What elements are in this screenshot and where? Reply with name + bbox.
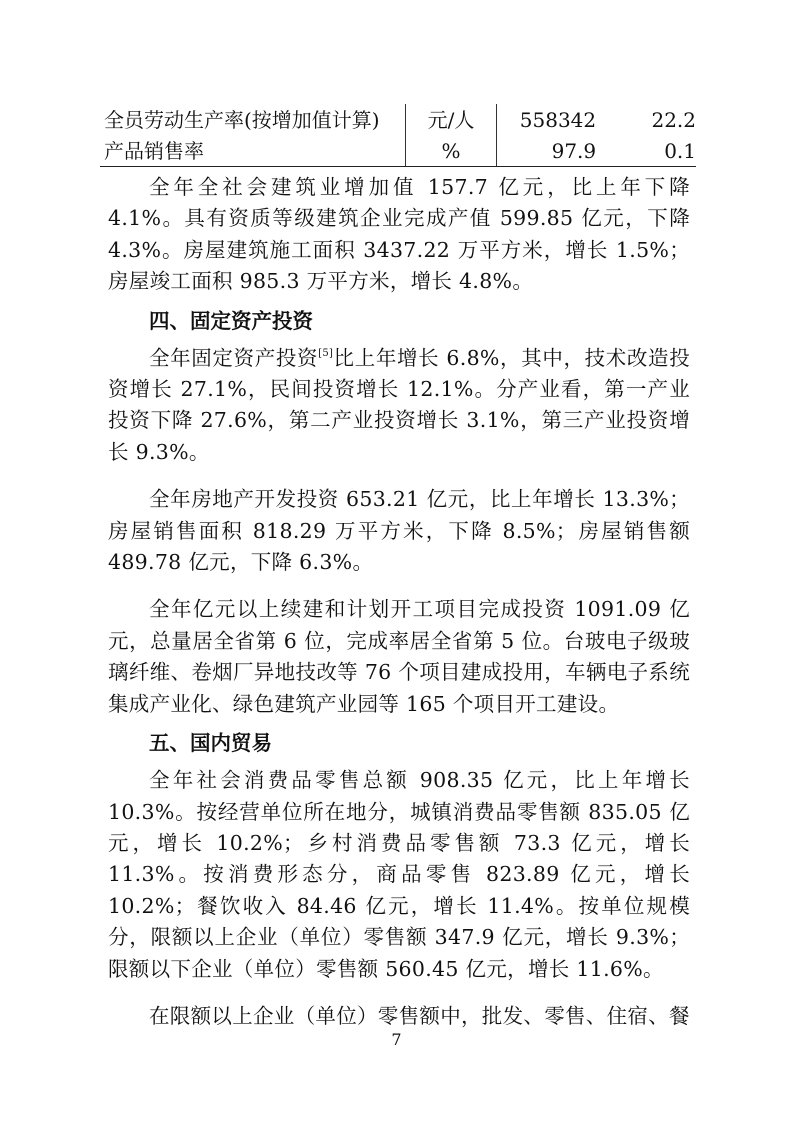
table-cell-unit: 元/人 — [405, 104, 496, 135]
paragraph-retail-breakdown: 在限额以上企业（单位）零售额中，批发、零售、住宿、餐 — [149, 1003, 690, 1028]
table-cell-indicator: 全员劳动生产率(按增加值计算) — [100, 104, 405, 135]
paragraph-retail-sales: 全年社会消费品零售总额 908.35 亿元，比上年增长 10.3%。按经营单位所在地分，城镇消费品零售额 835.05 亿元，增长 10.2%；乡村消费品零售额 73.3 亿元，增长 11.3%。按消费形态分，商品零售 823.89 亿元，增长 10.2%；餐饮收入 84.46 亿元，增长 11.4%。按单位规模分，限额以上企业（单位）零售额 347.9 亿元，增长 9.3%；限额以下企业（单位）零售额 560.45 亿元，增长 11.6%。 — [108, 768, 690, 981]
body-content — [108, 172, 690, 1032]
page-number: 7 — [391, 1030, 402, 1049]
footnote-reference[interactable]: [5] — [318, 347, 334, 359]
paragraph-fixed-asset-investment — [108, 343, 690, 469]
section-heading-fixed-asset-investment: 四、固定资产投资 — [149, 308, 313, 333]
paragraph-major-projects: 全年亿元以上续建和计划开工项目完成投资 1091.09 亿元，总量居全省第 6 位，完成率居全省第 5 位。台玻电子级玻璃纤维、卷烟厂异地技改等 76 个项目建成投用，车辆电子系统集成产业化、绿色建筑产业园等 165 个项目开工建设。 — [108, 597, 690, 716]
table-cell-growth: 0.1 — [600, 135, 696, 167]
table-cell-value: 558342 — [519, 107, 597, 132]
paragraph-construction: 全年全社会建筑业增加值 157.7 亿元，比上年下降 4.1%。具有资质等级建筑企业完成产值 599.85 亿元，下降 4.3%。房屋建筑施工面积 3437.22 万平方米，增长 1.5%；房屋竣工面积 985.3 万平方米，增长 4.8%。 — [108, 175, 690, 294]
table-row — [100, 104, 696, 135]
table-cell-value: 97.9 — [497, 135, 601, 167]
table-cell-indicator: 产品销售率 — [100, 135, 405, 167]
paragraph-text: 全年固定资产投资 — [149, 345, 319, 370]
paragraph-text: 比上年增长 6.8%，其中，技术改造投资增长 27.1%，民间投资增长 12.1%。分产业看，第一产业投资下降 27.6%，第二产业投资增长 3.1%，第三产业投资增长 9.3%。 — [108, 345, 690, 464]
paragraph-real-estate: 全年房地产开发投资 653.21 亿元，比上年增长 13.3%；房屋销售面积 818.29 万平方米，下降 8.5%；房屋销售额 489.78 亿元，下降 6.3%。 — [108, 487, 690, 575]
table-row — [100, 135, 696, 167]
statistics-table — [100, 104, 696, 167]
section-heading-domestic-trade: 五、国内贸易 — [149, 731, 272, 756]
table-cell-unit: % — [405, 135, 496, 167]
table-cell-growth: 22.2 — [651, 107, 696, 132]
